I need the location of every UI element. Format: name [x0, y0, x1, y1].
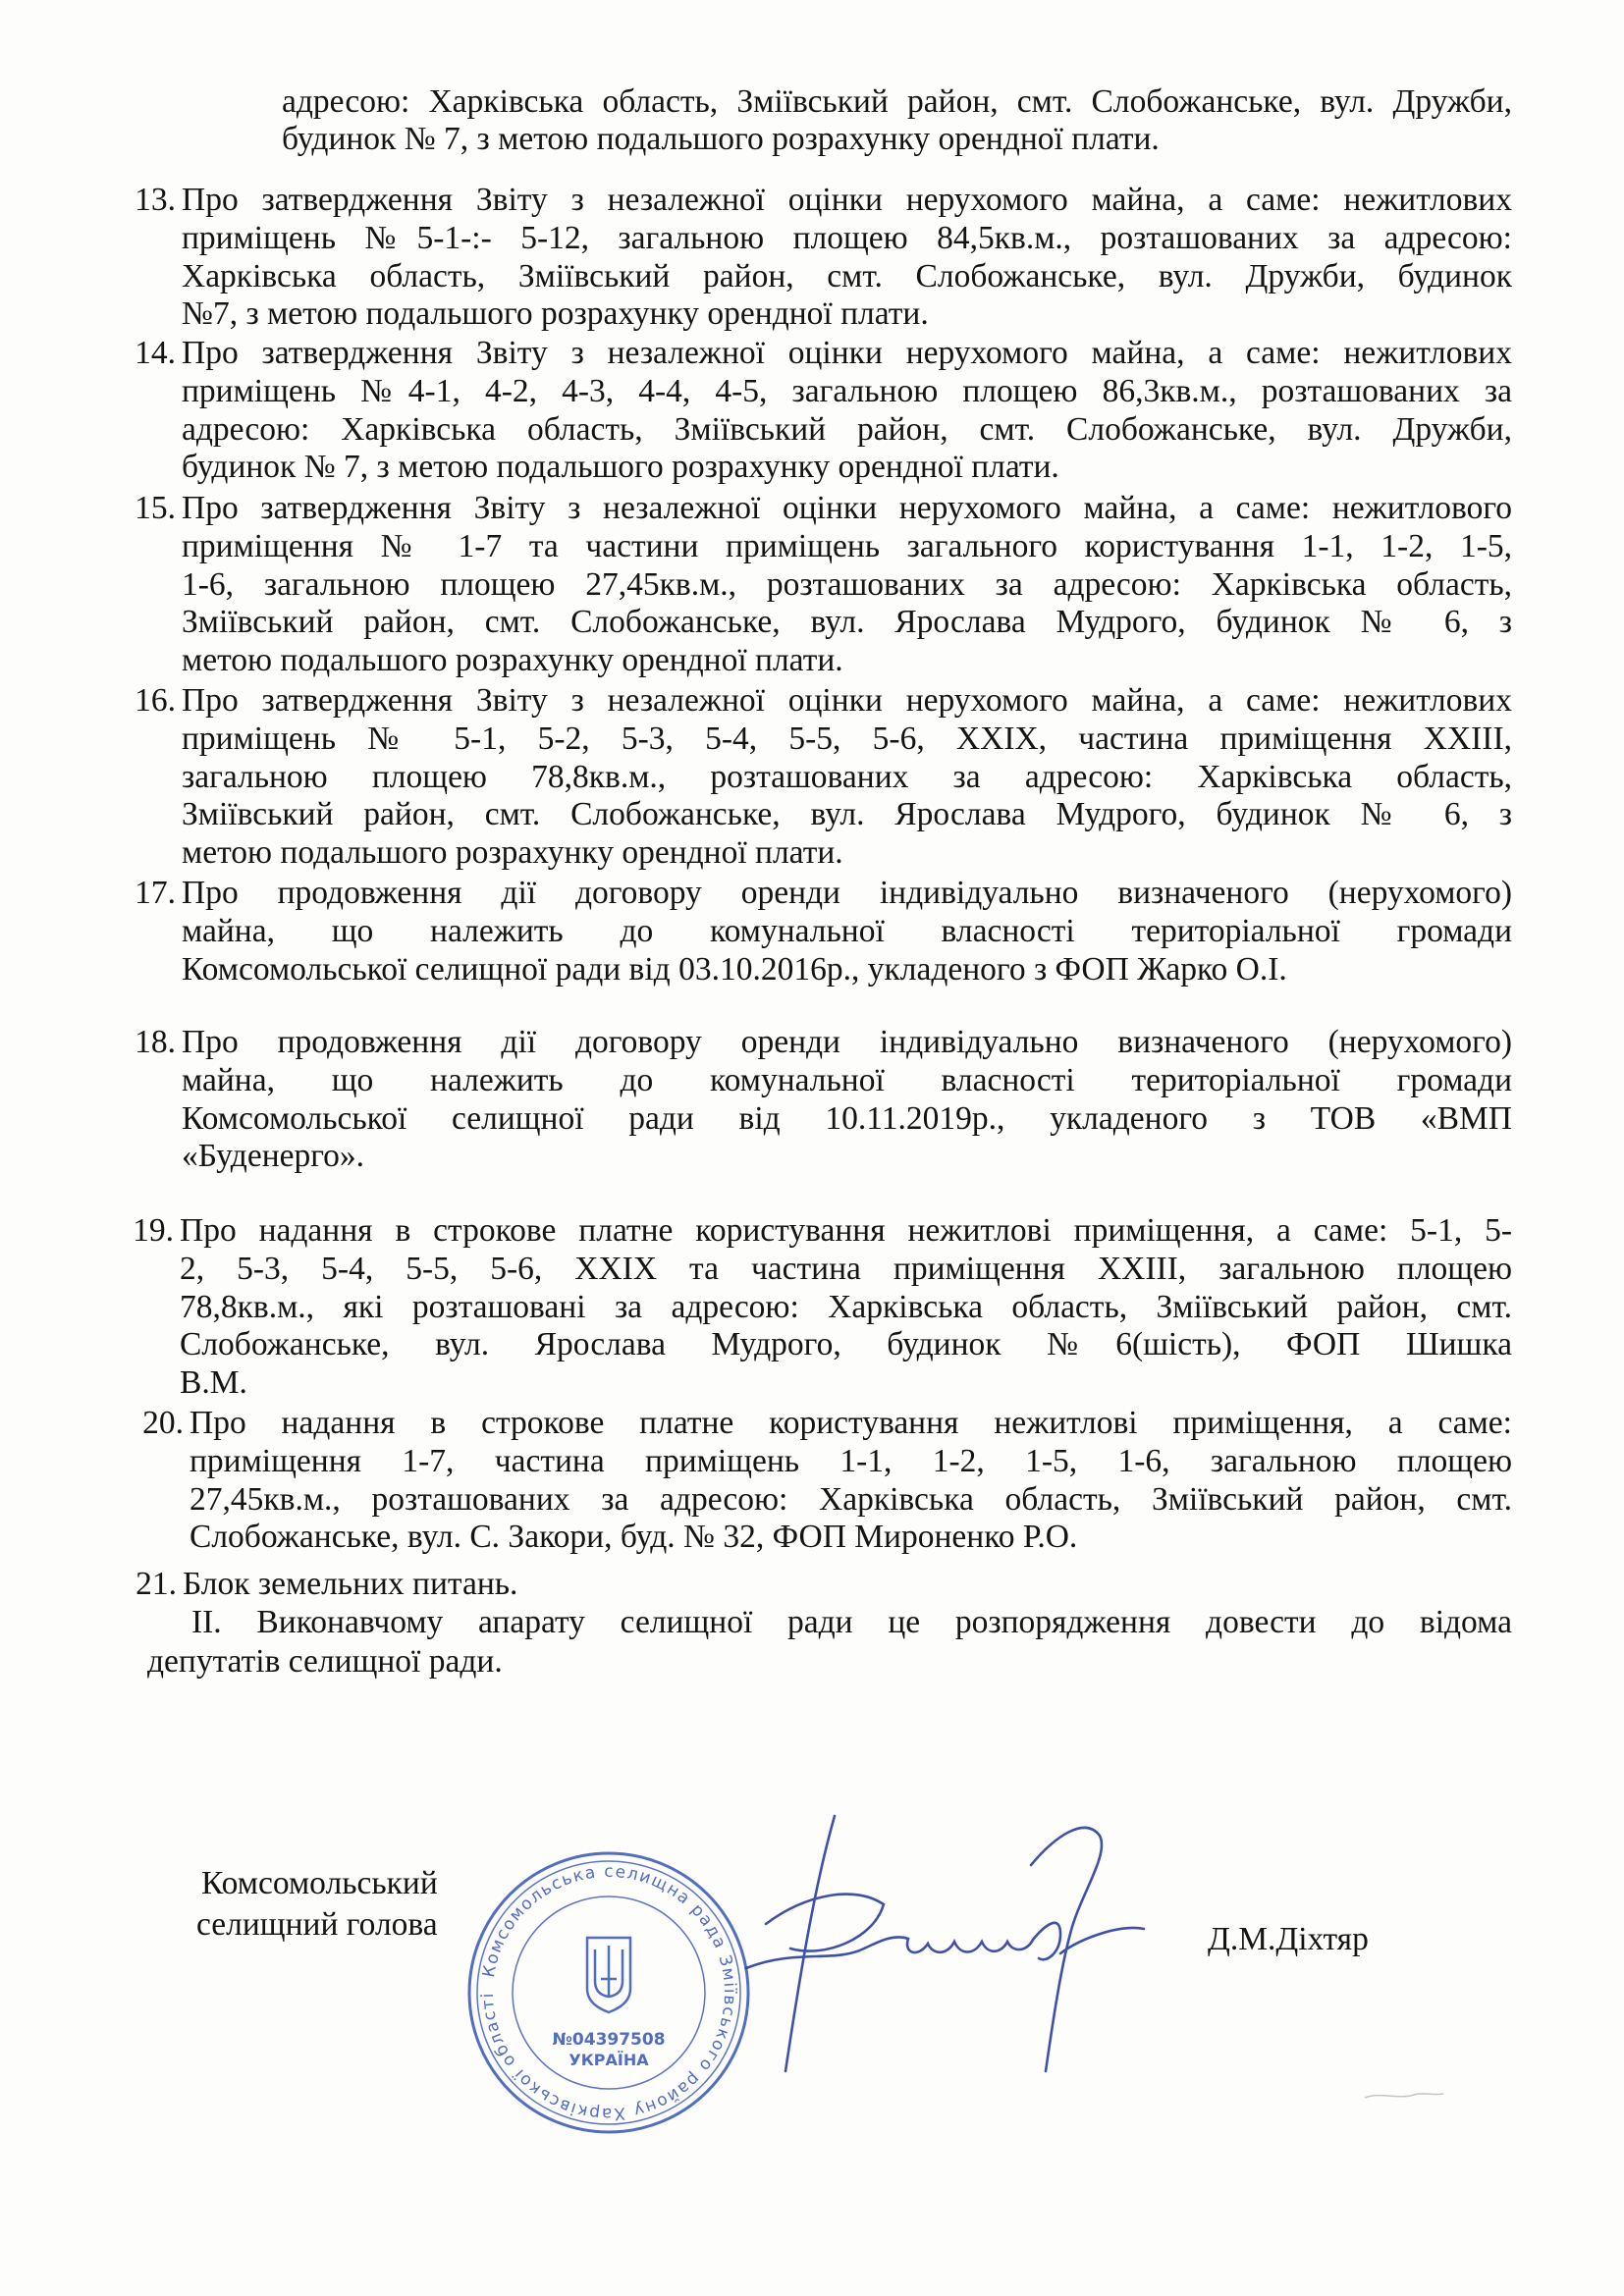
signatory-position-line-1: Комсомольський: [201, 1865, 438, 1901]
item-text-line: приміщень №5-1-:- 5-12, загальною площею 84,5кв.м., розташованих за адресою:: [182, 220, 1512, 256]
item-text-line: будинок № 7, з метою подальшого розрахунку орендної плати.: [182, 449, 1059, 485]
item-text-line: загальною площею 78,8кв.м., розташованих за адресою: Харківська область,: [182, 759, 1512, 795]
item-text-line: Про затвердження Звіту з незалежної оцінки нерухомого майна, а саме: нежитлових: [182, 182, 1512, 218]
item-text-line: Слобожанське, вул. Ярослава Мудрого, будинок №6(шість), ФОП Шишка: [180, 1326, 1512, 1362]
item-text-line: майна, що належить до комунальної власності територіальної громади: [182, 913, 1512, 949]
item-text-line: Харківська область, Зміївський район, смт. Слобожанське, вул. Дружби, будинок: [182, 258, 1512, 294]
item-text-line: Блок земельних питань.: [183, 1566, 518, 1602]
item-text-line: метою подальшого розрахунку орендної плати.: [182, 642, 843, 678]
item-text-line: Комсомольської селищної ради від 03.10.2016р., укладеного з ФОП Жарко О.І.: [182, 951, 1287, 988]
item-text-line: Про надання в строкове платне користування нежитлові приміщення, а саме: 5-1, 5-: [180, 1212, 1512, 1249]
item-text-line: №7, з метою подальшого розрахунку орендної плати.: [182, 295, 929, 332]
stamp-outer-text: Комсомольська селищна рада Зміївського району Харківської області: [477, 1861, 740, 2124]
item-text-line: В.М.: [180, 1364, 247, 1401]
item-number: 13.: [135, 182, 176, 218]
item-number: 18.: [135, 1024, 176, 1060]
item-text-line: майна, що належить до комунальної власності територіальної громади: [182, 1062, 1512, 1098]
item-text-line: Зміївський район, смт. Слобожанське, вул. Ярослава Мудрого, будинок № 6, з: [182, 796, 1512, 832]
item-text-line: Про затвердження Звіту з незалежної оцінки нерухомого майна, а саме: нежитлового: [182, 490, 1512, 526]
item-number: 17.: [135, 875, 176, 911]
trident-emblem: [587, 1938, 630, 2012]
item-text-line: Про продовження дії договору оренди індивідуально визначеного (нерухомого): [182, 1024, 1512, 1060]
item-number: 14.: [135, 335, 176, 371]
item-text-line: Про затвердження Звіту з незалежної оцінки нерухомого майна, а саме: нежитлових: [182, 682, 1512, 719]
item-text-line: будинок № 7, з метою подальшого розрахунку орендної плати.: [282, 121, 1160, 157]
item-text-line: Зміївський район, смт. Слобожанське, вул. Ярослава Мудрого, будинок № 6, з: [182, 604, 1512, 640]
item-text-line: приміщень №4-1, 4-2, 4-3, 4-4, 4-5, загальною площею 86,3кв.м., розташованих за: [182, 373, 1512, 409]
item-text-line: Про затвердження Звіту з незалежної оцінки нерухомого майна, а саме: нежитлових: [182, 335, 1512, 371]
stamp-country: УКРАЇНА: [568, 2051, 649, 2069]
section-2-line-1: II. Виконавчому апарату селищної ради це розпорядження довести до відома: [191, 1604, 1512, 1640]
item-text-line: приміщення № 1-7 та частини приміщень загального користування 1-1, 1-2, 1-5,: [182, 528, 1512, 564]
item-number: 16.: [135, 682, 176, 719]
item-text-line: Про надання в строкове платне користування нежитлові приміщення, а саме:: [189, 1405, 1512, 1441]
scan-smudge: [1360, 2086, 1448, 2106]
section-2-line-2: депутатів селищної ради.: [147, 1643, 503, 1680]
item-text-line: 78,8кв.м., які розташовані за адресою: Харківська область, Зміївський район, смт.: [180, 1289, 1512, 1325]
item-text-line: адресою: Харківська область, Зміївський район, смт. Слобожанське, вул. Дружби,: [282, 83, 1512, 120]
signatory-name: Д.М.Діхтяр: [1208, 1921, 1369, 1957]
item-number: 15.: [135, 490, 176, 526]
item-number: 21.: [135, 1566, 177, 1602]
item-text-line: метою подальшого розрахунку орендної плати.: [182, 834, 843, 871]
item-text-line: 2, 5-3, 5-4, 5-5, 5-6, XXIX та частина приміщення XXIII, загальною площею: [180, 1251, 1512, 1287]
item-text-line: Комсомольської селищної ради від 10.11.2019р., укладеного з ТОВ «ВМП: [182, 1100, 1512, 1137]
signatory-position-line-2: селищний голова: [196, 1906, 438, 1943]
item-text-line: приміщень № 5-1, 5-2, 5-3, 5-4, 5-5, 5-6, XXIX, частина приміщення XXIII,: [182, 721, 1512, 757]
item-text-line: Про продовження дії договору оренди індивідуально визначеного (нерухомого): [182, 875, 1512, 911]
item-number: 19.: [133, 1212, 174, 1249]
item-text-line: «Буденерго».: [182, 1138, 365, 1174]
stamp-code: №04397508: [552, 2030, 666, 2050]
item-text-line: 1-6, загальною площею 27,45кв.м., розташованих за адресою: Харківська область,: [182, 566, 1512, 603]
item-text-line: приміщення 1-7, частина приміщень 1-1, 1-2, 1-5, 1-6, загальною площею: [189, 1443, 1512, 1479]
item-text-line: 27,45кв.м., розташованих за адресою: Харківська область, Зміївський район, смт.: [189, 1481, 1512, 1518]
item-text-line: адресою: Харківська область, Зміївський район, смт. Слобожанське, вул. Дружби,: [182, 411, 1512, 448]
item-text-line: Слобожанське, вул. С. Закори, буд. № 32, ФОП Мироненко Р.О.: [189, 1519, 1078, 1555]
item-number: 20.: [142, 1405, 184, 1441]
handwritten-signature: [707, 1777, 1168, 2101]
